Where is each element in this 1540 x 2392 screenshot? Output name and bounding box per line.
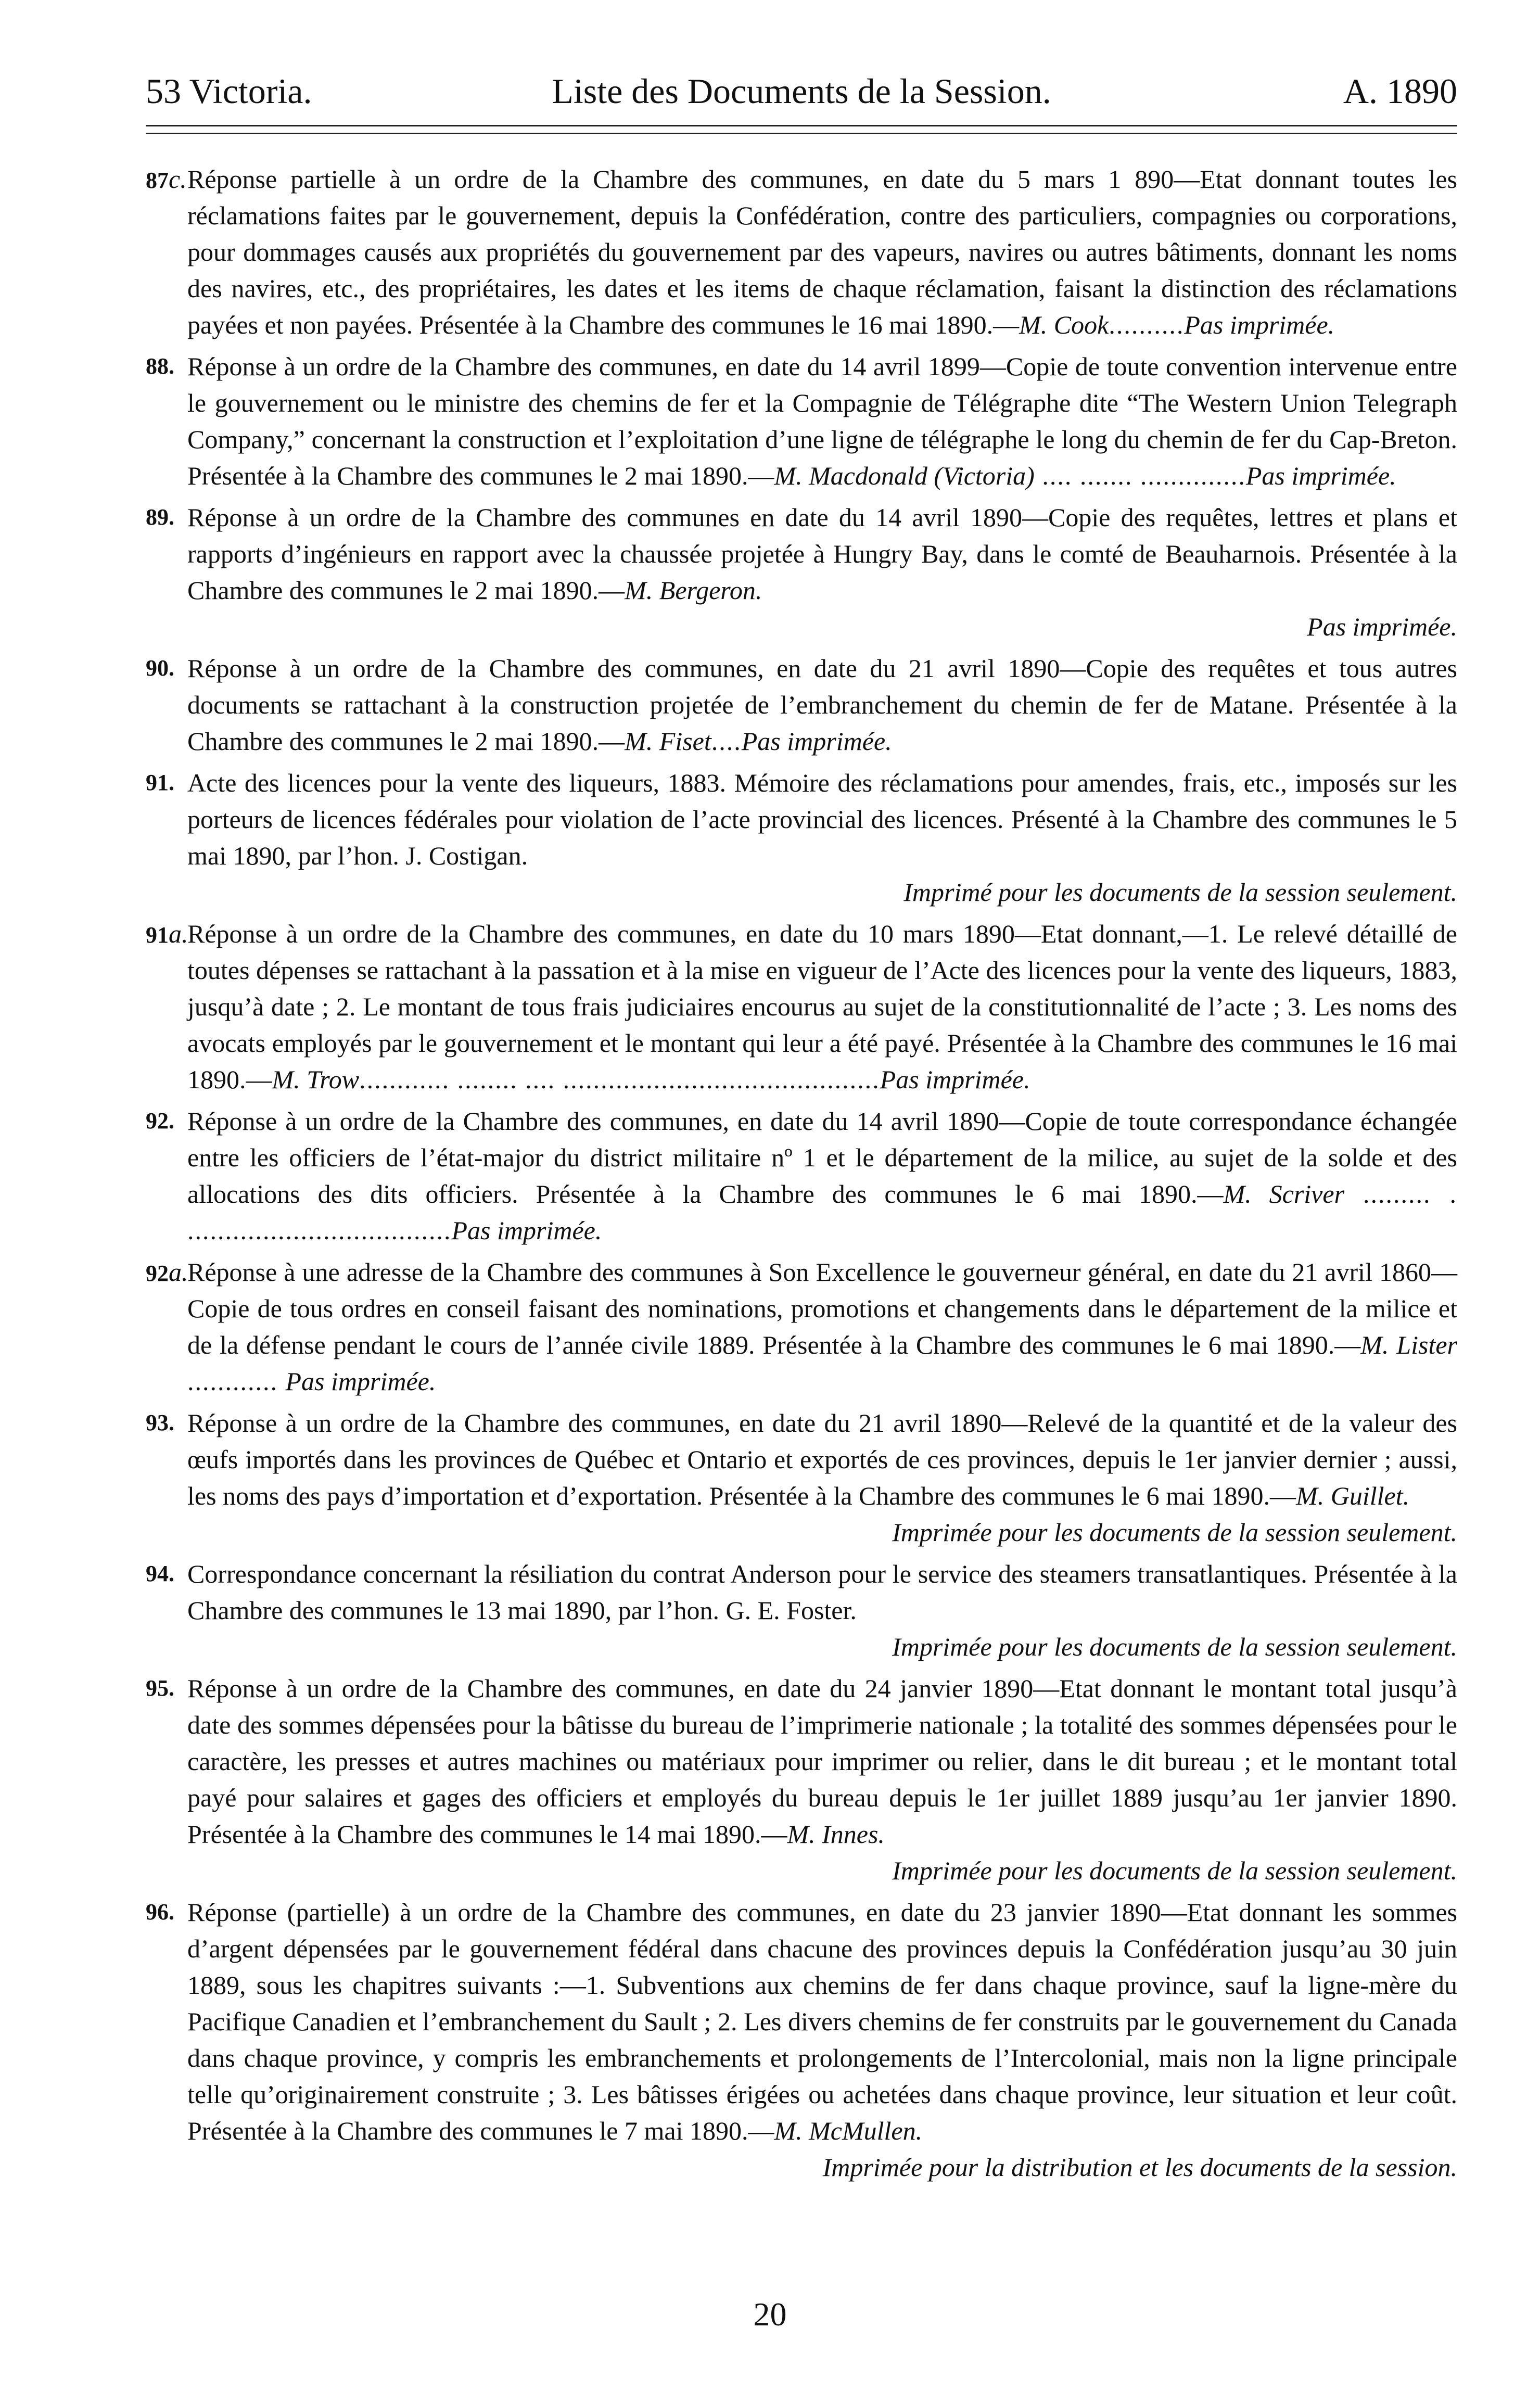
entry-mover: M. McMullen. [774,2116,923,2145]
entry-text: Réponse à un ordre de la Chambre des communes en date du 14 avril 1890—Copie des requêtes, lettres et plans et rapports d’ingénieurs en rapport avec la chaussée projetée à Hungry Bay, dans le comté de Beauharnois. Présentée à la Chambre des communes le 2 mai 1890.—M. Bergeron. Pas imprimée. [187,499,1457,645]
page-number: 20 [753,2296,787,2333]
entry-number: 90. [146,655,174,681]
entry-number: 93. [146,1410,174,1435]
header-title: Liste des Documents de la Session. [552,71,1051,111]
leader-dots: .......... [1109,310,1185,339]
leader-dots: .... [711,727,742,756]
entry-text: Correspondance concernant la résiliation du contrat Anderson pour le service des steamers transatlantiques. Présentée à la Chambre des communes le 13 mai 1890, par l’hon. G. E. Foster. Imprimée pour les documents de la session seulement. [187,1556,1457,1665]
entry-status: Pas imprimée. [1307,612,1457,641]
entry-status: Pas imprimée. [741,727,892,756]
entry-text: Réponse partielle à un ordre de la Chambre des communes, en date du 5 mars 1 890—Etat donnant toutes les réclamations faites par le gouvernement, depuis la Confédération, contre des particuliers, compagnies ou corporations, pour dommages causés aux propriétés du gouvernement par des vapeurs, navires ou autres bâtiments, donnant les noms des navires, etc., des propriétaires, les dates et les items de chaque réclamation, faisant la distinction des réclamations payées et non payées. Présentée à la Chambre des communes le 16 mai 1890.—M. Cook..........Pas imprimée. [187,164,1457,339]
entry-text: Réponse à un ordre de la Chambre des communes, en date du 21 avril 1890—Copie des requêtes et tous autres documents se rattachant à la construction projetée de l’embranchement du chemin de fer de Matane. Présentée à la Chambre des communes le 2 mai 1890.—M. Fiset....Pas imprimée. [187,654,1457,756]
entry-status: Pas imprimée. [880,1065,1030,1094]
entry-mover: M. Innes. [787,1820,885,1849]
document-entry [146,1670,1457,1889]
document-entry [146,1103,1457,1249]
entry-mover: M. Scriver [1223,1179,1345,1208]
entry-text: Réponse à un ordre de la Chambre des communes, en date du 10 mars 1890—Etat donnant,—1. Le relevé détaillé de toutes dépenses se rattachant à la passation et à la mise en vigueur de l’Acte des licences pour la vente des liqueurs, 1883, jusqu’à date ; 2. Le montant de tous frais judiciaires encourus au sujet de la constitutionnalité de l’acte ; 3. Les noms des avocats employés par le gouvernement et le montant qui leur a été payé. Présentée à la Chambre des communes le 16 mai 1890.—M. Trow............ ........ .... ..........................................Pas imprimée. [187,919,1457,1094]
entry-number: 91. [146,770,174,795]
header-rule-bottom [146,133,1457,134]
entry-number-suffix: c. [169,164,187,194]
entry-number: 88. [146,353,174,379]
entry-number: 92a. [146,1257,188,1287]
entry-status: Imprimée pour la distribution et les documents de la session. [822,2153,1457,2182]
entry-mover: M. Trow [272,1065,360,1094]
running-header [146,68,1457,114]
entry-number: 94. [146,1561,174,1586]
document-entry [146,348,1457,494]
document-entry [146,915,1457,1098]
entry-mover: M. Cook [1019,310,1109,339]
entry-number: 89. [146,504,174,530]
entry-status: Imprimée pour les documents de la session seulement. [892,1856,1457,1885]
document-entry [146,1894,1457,2185]
leader-dots: ............ [187,1367,286,1396]
entry-status: Pas imprimée. [1245,461,1396,490]
entry-text: Réponse (partielle) à un ordre de la Chambre des communes, en date du 23 janvier 1890—Etat donnant les sommes d’argent dépensées par le gouvernement fédéral dans chacune des provinces depuis la Confédération jusqu’au 30 juin 1889, sous les chapitres suivants :—1. Subventions aux chemins de fer dans chaque province, sauf la ligne-mère du Pacifique Canadien et l’embranchement du Sault ; 2. Les divers chemins de fer construits par le gouvernement du Canada dans chaque province, y compris les embranchements et prolongements de l’Intercolonial, mais non la ligne principale telle qu’originairement construite ; 3. Les bâtisses érigées ou achetées dans chaque province, leur situation et leur coût. Présentée à la Chambre des communes le 7 mai 1890.—M. McMullen. Imprimée pour la distribution et les documents de la session. [187,1894,1457,2185]
document-entry [146,650,1457,759]
entry-number: 95. [146,1675,174,1701]
entry-status: Pas imprimée. [451,1216,602,1245]
entry-text: Réponse à un ordre de la Chambre des communes, en date du 21 avril 1890—Relevé de la quantité et de la valeur des œufs importés dans les provinces de Québec et Ontario et exportés de ces provinces, depuis le 1er janvier dernier ; aussi, les noms des pays d’importation et d’exportation. Présentée à la Chambre des communes le 6 mai 1890.—M. Guillet. Imprimée pour les documents de la session seulement. [187,1405,1457,1550]
entry-mover: M. Macdonald (Victoria) [774,461,1035,490]
entry-number: 96. [146,1899,174,1925]
entry-text: Réponse à une adresse de la Chambre des communes à Son Excellence le gouverneur général, en date du 21 avril 1860—Copie de tous ordres en conseil faisant des nominations, promotions et changements dans le département de la milice et de la défense pendant le cours de l’année civile 1889. Présentée à la Chambre des communes le 6 mai 1890.—M. Lister ............ Pas imprimée. [187,1257,1457,1396]
header-rule-top [146,125,1457,126]
entry-status: Imprimée pour les documents de la session seulement. [892,1632,1457,1661]
document-list [146,161,1457,2185]
document-entry [146,499,1457,645]
document-entry [146,1254,1457,1399]
header-year: A. 1890 [1343,71,1457,111]
entry-status: Imprimée pour les documents de la session seulement. [892,1518,1457,1547]
entry-text: Réponse à un ordre de la Chambre des communes, en date du 24 janvier 1890—Etat donnant le montant total jusqu’à date des sommes dépensées pour la bâtisse du bureau de l’imprimerie nationale ; la totalité des sommes dépensées pour le caractère, les presses et autres machines ou matériaux pour imprimer ou relier, dans le dit bureau ; et le montant total payé pour salaires et gages des officiers et employés du bureau depuis le 1er juillet 1889 jusqu’au 1er janvier 1890. Présentée à la Chambre des communes le 14 mai 1890.—M. Innes. Imprimée pour les documents de la session seulement. [187,1670,1457,1889]
leader-dots: .... ....... .............. [1034,461,1246,490]
entry-number: 92. [146,1108,174,1134]
entry-text: Réponse à un ordre de la Chambre des communes, en date du 14 avril 1899—Copie de toute convention intervenue entre le gouvernement ou le ministre des chemins de fer et la Compagnie de Télégraphe dite “The Western Union Telegraph Company,” concernant la construction et l’exploitation d’une ligne de télégraphe le long du chemin de fer du Cap-Breton. Présentée à la Chambre des communes le 2 mai 1890.—M. Macdonald (Victoria) .... ....... ..............Pas imprimée. [187,352,1457,490]
entry-number-suffix: a. [169,919,188,948]
header-session: 53 Victoria. [146,71,312,111]
document-page [146,68,1457,2191]
document-entry [146,1556,1457,1665]
leader-dots: ............ ........ .... .......................................... [359,1065,880,1094]
entry-text: Acte des licences pour la vente des liqueurs, 1883. Mémoire des réclamations pour amendes, frais, etc., imposés sur les porteurs de licences fédérales pour violation de l’acte provincial des licences. Présenté à la Chambre des communes le 5 mai 1890, par l’hon. J. Costigan. Imprimé pour les documents de la session seulement. [187,765,1457,910]
entry-text: Réponse à un ordre de la Chambre des communes, en date du 14 avril 1890—Copie de toute correspondance échangée entre les officiers de l’état-major du district militaire nº 1 et le département de la milice, au sujet de la solde et des allocations des dits officiers. Présentée à la Chambre des communes le 6 mai 1890.—M. Scriver ......... . ...................................Pas imprimée. [187,1106,1457,1245]
leader-dots: ......... . ................................... [187,1179,1457,1245]
entry-mover: M. Fiset [625,727,711,756]
document-entry [146,161,1457,343]
entry-status: Pas imprimée. [1184,310,1335,339]
entry-number-suffix: a. [169,1257,188,1287]
entry-mover: M. Guillet. [1296,1481,1410,1510]
entry-status: Pas imprimée. [285,1367,436,1396]
entry-number: 91a. [146,919,188,948]
entry-number: 87c. [146,164,187,194]
document-entry [146,1405,1457,1550]
document-entry [146,765,1457,910]
entry-status: Imprimé pour les documents de la session seulement. [903,877,1457,907]
entry-mover: M. Bergeron. [625,576,762,605]
entry-mover: M. Lister [1360,1330,1457,1359]
